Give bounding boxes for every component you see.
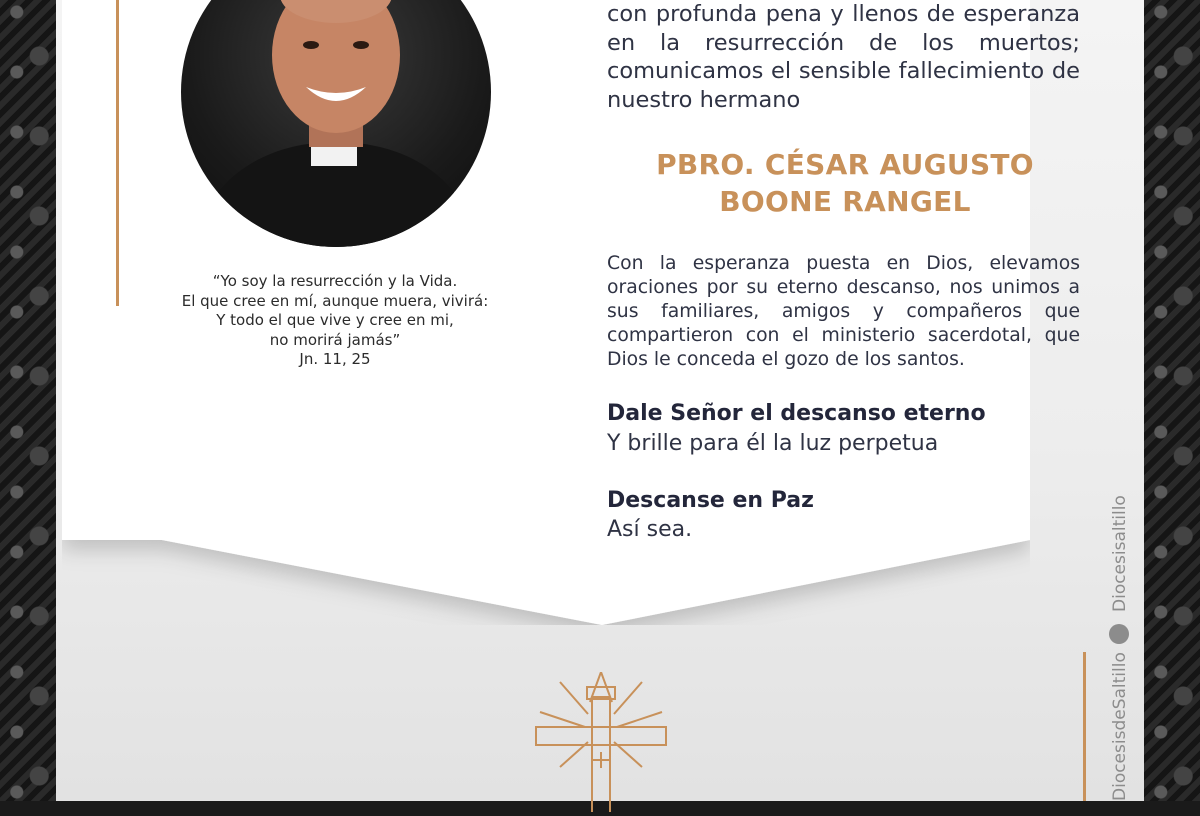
right-accent-line bbox=[1083, 652, 1086, 801]
diocese-cross-emblem bbox=[530, 672, 672, 812]
right-ornamental-border bbox=[1144, 0, 1200, 801]
left-ornamental-border bbox=[0, 0, 56, 801]
verse-1-bold: Dale Señor el descanso eterno bbox=[607, 401, 986, 426]
verse-1-regular: Y brille para él la luz perpetua bbox=[607, 431, 939, 456]
verse-2-regular: Así sea. bbox=[607, 517, 693, 542]
verse-2-bold: Descanse en Paz bbox=[607, 488, 814, 513]
twitter-icon bbox=[1109, 624, 1129, 644]
intro-text: con profunda pena y llenos de esperanza en la resurrección de los muertos; comunicamos el sensible fallecimiento de nuestro hermano bbox=[607, 1, 1080, 113]
name-line-2: BOONE RANGEL bbox=[719, 185, 971, 218]
facebook-handle: DiocesisdeSaltillo bbox=[1110, 652, 1130, 801]
deceased-name bbox=[620, 146, 1070, 220]
quote-line-2: El que cree en mí, aunque muera, vivirá: bbox=[181, 291, 489, 310]
name-line-1: PBRO. CÉSAR AUGUSTO bbox=[656, 148, 1034, 181]
quote-line-4: no morirá jamás” bbox=[269, 330, 401, 349]
quote-line-1: “Yo soy la resurrección y la Vida. bbox=[212, 272, 458, 290]
left-accent-line bbox=[116, 0, 119, 306]
prayer-text: Con la esperanza puesta en Dios, elevamos oraciones por su eterno descanso, nos unimos a sus familiares, amigos y compañeros que compartieron con el ministerio sacerdotal, que Dios le conceda el gozo de los santos. bbox=[607, 253, 1080, 370]
quote-reference: Jn. 11, 25 bbox=[299, 350, 371, 368]
twitter-handle: Diocesisaltillo bbox=[1110, 495, 1130, 612]
quote-line-3: Y todo el que vive y cree en mi, bbox=[216, 311, 454, 329]
scripture-quote bbox=[130, 272, 540, 370]
